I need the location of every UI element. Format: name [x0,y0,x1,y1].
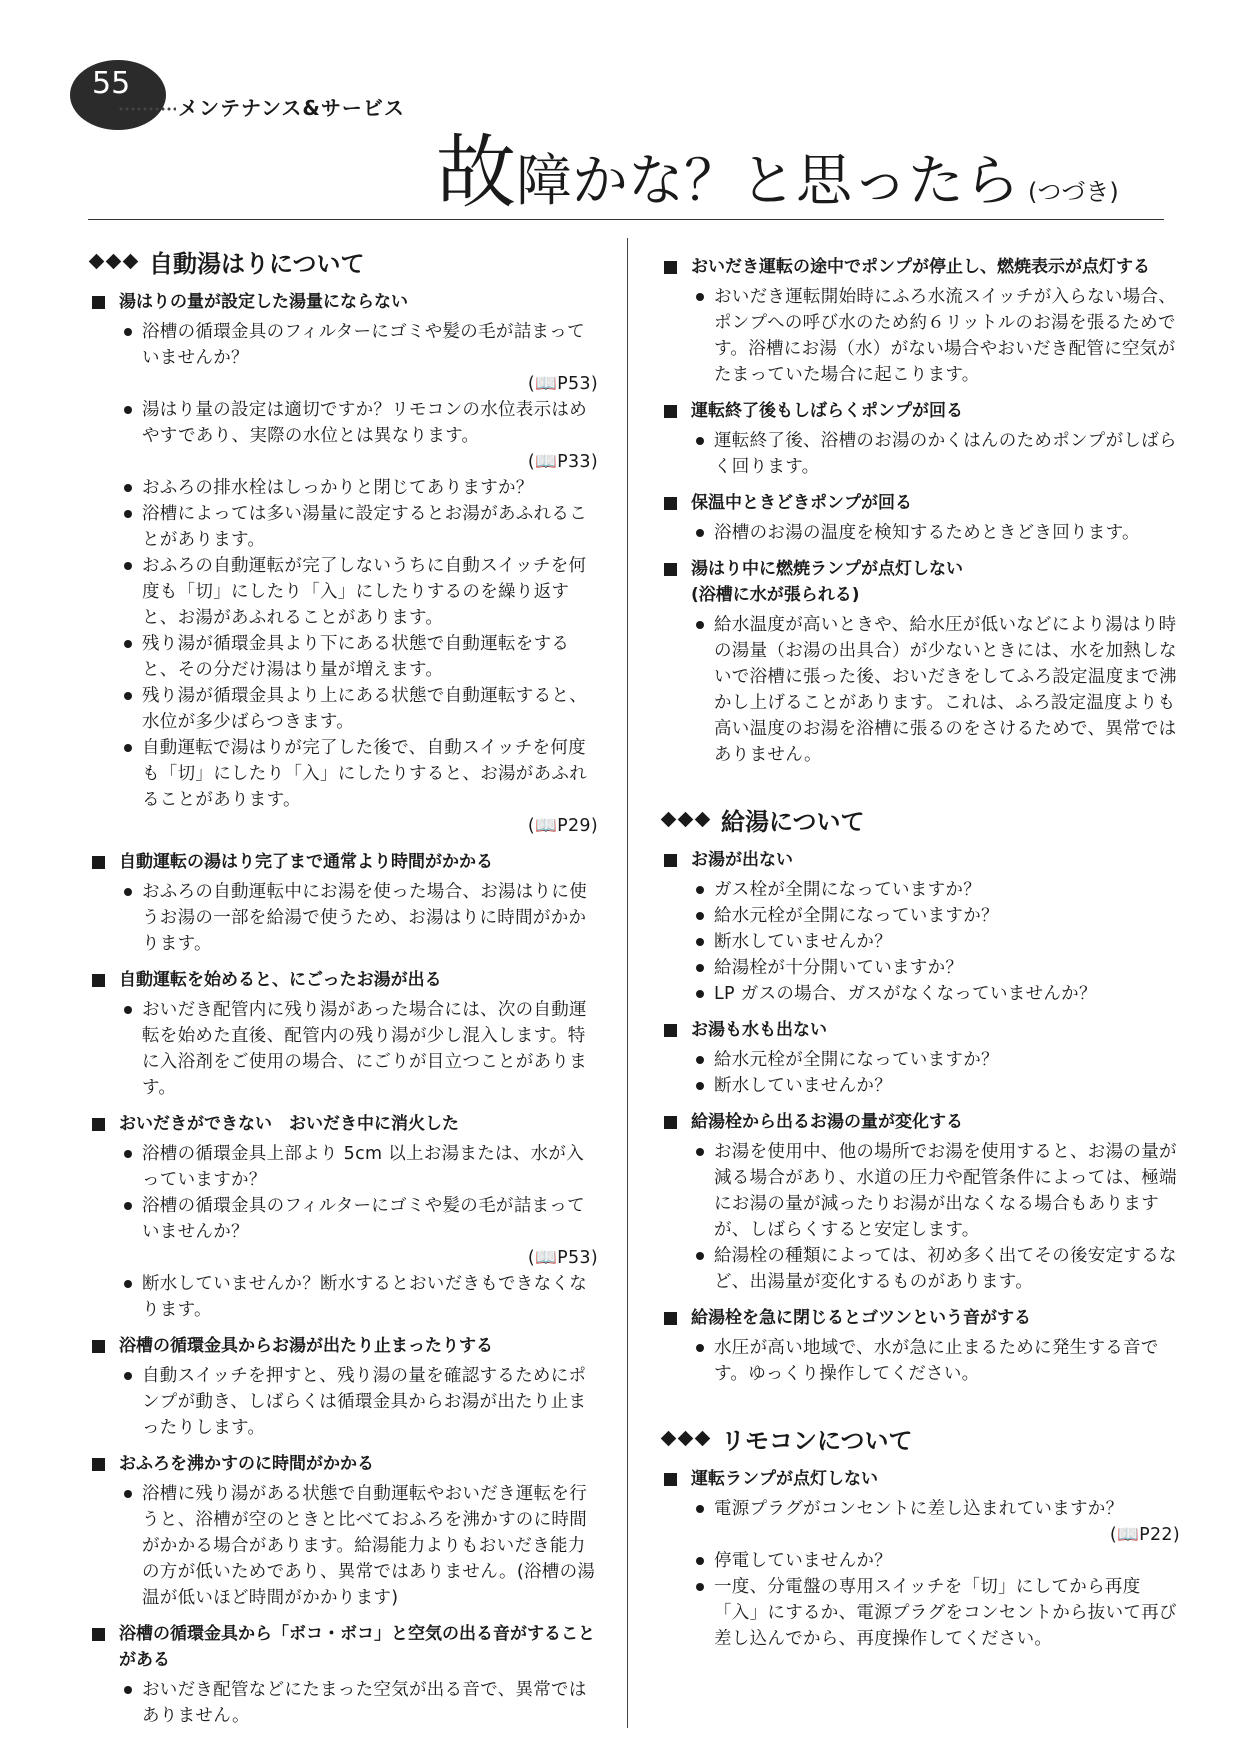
check-item-text: 給水元栓が全開になっていますか？ [714,1050,999,1070]
symptom-heading-text: お湯も水も出ない [691,1020,827,1040]
title-rule [88,219,1164,220]
check-list [88,1141,598,1323]
symptom-heading-text: 自動運転の湯はり完了まで通常より時間がかかる [119,852,493,872]
symptom-heading [660,1305,1180,1331]
check-item-text: 自動スイッチを押すと、残り湯の量を確認するためにポンプが動き、しばらくは循環金具からお湯が出たり止まったりします。 [142,1366,587,1438]
check-item [88,553,598,631]
check-item-text: 断水していませんか？ [714,1076,892,1096]
check-item-text: 浴槽のお湯の温度を検知するためときどき回ります。 [714,523,1140,543]
category-heading [88,244,598,279]
square-bullet-icon [664,1473,677,1486]
check-list [660,1139,1180,1295]
check-list [88,879,598,957]
check-item [88,735,598,839]
check-item [660,1073,1180,1099]
right-blocks-bottom [660,1466,1180,1652]
check-item [660,284,1180,388]
right-blocks-top [660,254,1180,768]
symptom-heading [660,490,1180,516]
check-item [88,1363,598,1441]
square-bullet-icon [664,1116,677,1129]
square-bullet-icon [92,1628,105,1641]
check-item-text: おふろの排水栓はしっかりと閉じてありますか？ [142,478,534,498]
check-item [88,997,598,1101]
symptom-heading [660,1017,1180,1043]
check-list [660,1496,1180,1652]
check-item [88,631,598,683]
right-column [660,244,1180,1660]
check-list [660,877,1180,1007]
check-list [660,428,1180,480]
check-item-text: 運転終了後、浴槽のお湯のかくはんのためポンプがしばらく回ります。 [714,431,1177,477]
check-item [88,475,598,501]
check-item [660,428,1180,480]
check-item [88,1481,598,1611]
check-list [660,1335,1180,1387]
symptom-heading-text: 運転終了後もしばらくポンプが回る [691,401,963,421]
check-item [660,1047,1180,1073]
check-item-text: おふろの自動運転が完了しないうちに自動スイッチを何度も「切」にしたり「入」にしたりするのを繰り返すと、お湯があふれることがあります。 [142,556,587,628]
leader-dots [118,107,176,111]
check-item [660,877,1180,903]
page-reference: (📖P53) [527,374,598,394]
check-item [660,955,1180,981]
left-blocks [88,289,598,1729]
check-item-text: 自動運転で湯はりが完了した後で、自動スイッチを何度も「切」にしたり「入」にしたりすると、お湯があふれることがあります。 [142,738,587,810]
square-bullet-icon [92,1458,105,1471]
category-heading [660,1421,1180,1456]
symptom-heading-text: お湯が出ない [691,850,793,870]
square-bullet-icon [664,497,677,510]
square-bullet-icon [664,1312,677,1325]
symptom-heading [660,847,1180,873]
left-column [88,244,598,1737]
page-title-rest: 障かな？と思ったら [516,149,1020,214]
page-number: 55 [92,66,131,101]
check-item-text: 水圧が高い地域で、水が急に止まるために発生する音です。ゆっくり操作してください。 [714,1338,1159,1384]
check-item [88,1141,598,1193]
symptom-heading-text: 給湯栓を急に閉じるとゴツンという音がする [691,1308,1031,1328]
check-item-text: 浴槽に残り湯がある状態で自動運転やおいだき運転を行うと、浴槽が空のときと比べておふろを沸かすのに時間がかかる場合があります。給湯能力よりもおいだき能力の方が低いためであり、異常ではありません。(浴槽の湯温が低いほど時間がかかります) [142,1484,596,1608]
symptom-heading [88,1333,598,1359]
check-item-text: 給湯栓が十分開いていますか？ [714,958,964,978]
symptom-heading [88,289,598,315]
square-bullet-icon [92,856,105,869]
page-reference: (📖P22) [1109,1525,1180,1545]
check-list [88,1363,598,1441]
section-label: メンテナンス&サービス [178,96,405,120]
check-list [660,284,1180,388]
page-title [436,128,1119,227]
symptom-heading [660,1109,1180,1135]
check-item [660,1139,1180,1243]
symptom-heading [88,967,598,993]
diamond-icon [88,256,139,267]
page-reference: (📖P33) [527,452,598,472]
page-title-initial: 故 [436,126,516,219]
category-title: 自動湯はりについて [149,250,365,278]
check-item-text: 断水していませんか？断水するとおいだきもできなくなります。 [142,1274,587,1320]
symptom-heading [660,556,1180,608]
square-bullet-icon [664,1024,677,1037]
check-item [88,319,598,397]
symptom-heading-text: おいだきができない おいだき中に消火した [119,1114,459,1134]
symptom-heading-text: 浴槽の循環金具から「ボコ・ボコ」と空気の出る音がすることがある [119,1624,595,1670]
symptom-heading [88,1451,598,1477]
square-bullet-icon [664,405,677,418]
category-title: リモコンについて [721,1427,913,1455]
check-list [88,1481,598,1611]
check-item-text: 残り湯が循環金具より上にある状態で自動運転すると、水位が多少ばらつきます。 [142,686,587,732]
check-list [88,319,598,839]
symptom-heading-text: 湯はり中に燃焼ランプが点灯しない (浴槽に水が張られる) [691,559,963,605]
check-item-text: 浴槽によっては多い湯量に設定するとお湯があふれることがあります。 [142,504,587,550]
check-item [88,683,598,735]
page-number-badge [70,60,166,130]
check-list [660,612,1180,768]
check-item [660,520,1180,546]
check-item [660,981,1180,1007]
check-item [88,397,598,475]
square-bullet-icon [92,1118,105,1131]
square-bullet-icon [92,296,105,309]
check-item [660,1574,1180,1652]
page-reference: (📖P29) [527,816,598,836]
check-item-text: 残り湯が循環金具より下にある状態で自動運転をすると、その分だけ湯はり量が増えます。 [142,634,570,680]
check-item [88,501,598,553]
symptom-heading-text: 保温中ときどきポンプが回る [691,493,912,513]
symptom-heading [88,849,598,875]
check-item-text: 湯はり量の設定は適切ですか？リモコンの水位表示はめやすであり、実際の水位とは異なります。 [142,400,587,446]
check-item [88,1193,598,1271]
symptom-heading [660,398,1180,424]
check-item-text: LP ガスの場合、ガスがなくなっていませんか？ [714,984,1097,1004]
symptom-heading-text: おふろを沸かすのに時間がかかる [119,1454,374,1474]
square-bullet-icon [664,261,677,274]
check-list [660,520,1180,546]
right-blocks-mid [660,847,1180,1387]
check-item [660,612,1180,768]
category-heading [660,802,1180,837]
square-bullet-icon [664,563,677,576]
check-item [660,929,1180,955]
symptom-heading-text: 浴槽の循環金具からお湯が出たり止まったりする [119,1336,493,1356]
diamond-icon [660,1433,711,1444]
check-item-text: 断水していませんか？ [714,932,892,952]
check-item [88,1677,598,1729]
check-item [660,903,1180,929]
check-item-text: 一度、分電盤の専用スイッチを「切」にしてから再度「入」にするか、電源プラグをコンセントから抜いて再び差し込んでから、再度操作してください。 [714,1577,1177,1649]
check-item-text: 電源プラグがコンセントに差し込まれていますか？ [714,1499,1124,1519]
check-item-text: 給水元栓が全開になっていますか？ [714,906,999,926]
check-item-text: おいだき配管内に残り湯があった場合には、次の自動運転を始めた直後、配管内の残り湯が少し混入します。特に入浴剤をご使用の場合、にごりが目立つことがあります。 [142,1000,587,1098]
check-item-text: 給水温度が高いときや、給水圧が低いなどにより湯はり時の湯量（お湯の出具合）が少ないときには、水を加熱しないで浴槽に張った後、おいだきをしてふろ設定温度まで沸かし上げることがあります。これは、ふろ設定温度よりも高い温度のお湯を浴槽に張るのをさけるためで、異常ではありません。 [714,615,1177,765]
check-item-text: おいだき運転開始時にふろ水流スイッチが入らない場合、ポンプへの呼び水のため約６リットルのお湯を張るためです。浴槽にお湯（水）がない場合やおいだき配管に空気がたまっていた場合に起こります。 [714,287,1177,385]
symptom-heading-text: 自動運転を始めると、にごったお湯が出る [119,970,442,990]
check-item [88,1271,598,1323]
square-bullet-icon [664,854,677,867]
check-item-text: おいだき配管などにたまった空気が出る音で、異常ではありません。 [142,1680,587,1726]
symptom-heading [88,1621,598,1673]
symptom-heading-text: 運転ランプが点灯しない [691,1469,878,1489]
check-item-text: ガス栓が全開になっていますか？ [714,880,981,900]
check-item-text: 浴槽の循環金具上部より 5cm 以上お湯または、水が入っていますか？ [142,1144,585,1190]
check-item-text: お湯を使用中、他の場所でお湯を使用すると、お湯の量が減る場合があり、水道の圧力や配管条件によっては、極端にお湯の量が減ったりお湯が出なくなる場合もありますが、しばらくすると安定します。 [714,1142,1177,1240]
symptom-heading [88,1111,598,1137]
symptom-heading-text: 湯はりの量が設定した湯量にならない [119,292,408,312]
square-bullet-icon [92,1340,105,1353]
check-list [88,997,598,1101]
check-item [660,1243,1180,1295]
page-reference: (📖P53) [527,1248,598,1268]
check-item-text: 給湯栓の種類によっては、初め多く出てその後安定するなど、出湯量が変化するものがあります。 [714,1246,1177,1292]
square-bullet-icon [92,974,105,987]
check-item-text: 浴槽の循環金具のフィルターにゴミや髪の毛が詰まっていませんか？ [142,322,585,368]
symptom-heading-text: おいだき運転の途中でポンプが停止し、燃焼表示が点灯する [691,257,1150,277]
check-item [88,879,598,957]
check-item-text: 浴槽の循環金具のフィルターにゴミや髪の毛が詰まっていませんか？ [142,1196,585,1242]
check-item-text: おふろの自動運転中にお湯を使った場合、お湯はりに使うお湯の一部を給湯で使うため、お湯はりに時間がかかります。 [142,882,587,954]
check-item [660,1548,1180,1574]
check-item [660,1496,1180,1548]
diamond-icon [660,814,711,825]
symptom-heading-text: 給湯栓から出るお湯の量が変化する [691,1112,963,1132]
check-item-text: 停電していませんか？ [714,1551,892,1571]
symptom-heading [660,1466,1180,1492]
symptom-heading [660,254,1180,280]
check-item [660,1335,1180,1387]
check-list [660,1047,1180,1099]
page-title-sub: (つづき) [1028,178,1119,206]
column-divider [627,238,628,1728]
check-list [88,1677,598,1729]
category-title: 給湯について [721,808,865,836]
